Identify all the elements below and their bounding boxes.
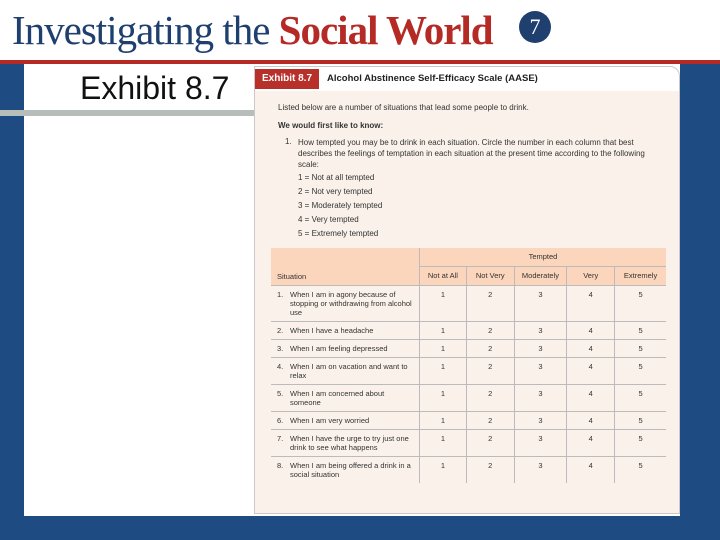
- situation-text: When I am feeling depressed: [290, 344, 388, 353]
- rating-option[interactable]: 5: [615, 286, 666, 322]
- column-header: Not Very: [466, 266, 514, 286]
- tempted-header: Tempted: [419, 248, 666, 266]
- situation-number: 5.: [277, 389, 284, 398]
- question-text: How tempted you may be to drink in each situation. Circle the number in each column that best describes the feelings of temptation in each situation at the present time according to the following scale:: [298, 138, 645, 169]
- rating-option[interactable]: 5: [615, 412, 666, 430]
- scale-item: 1 = Not at all tempted: [298, 173, 375, 182]
- situation-text: When I am being offered a drink in a social situation: [290, 461, 411, 479]
- rating-option[interactable]: 5: [615, 385, 666, 412]
- situation-text: When I have a headache: [290, 326, 374, 335]
- question-number: 1.: [285, 137, 292, 146]
- column-header: Extremely: [615, 266, 666, 286]
- table-row: [271, 457, 666, 484]
- rating-option[interactable]: 4: [567, 412, 615, 430]
- intro-text: Listed below are a number of situations that lead some people to drink.: [278, 103, 529, 112]
- rating-option[interactable]: 1: [419, 322, 466, 340]
- table-row: [271, 430, 666, 457]
- rating-option[interactable]: 2: [466, 340, 514, 358]
- rating-option[interactable]: 4: [567, 358, 615, 385]
- table-row: [271, 412, 666, 430]
- rating-option[interactable]: 1: [419, 457, 466, 484]
- situation-number: 3.: [277, 344, 284, 353]
- table-group-header-row: [271, 248, 666, 266]
- situation-cell: [271, 457, 419, 484]
- situation-cell: [271, 358, 419, 385]
- rating-option[interactable]: 1: [419, 358, 466, 385]
- scale-item: 2 = Not very tempted: [298, 187, 373, 196]
- chapter-badge: 7: [519, 11, 551, 43]
- situation-cell: [271, 286, 419, 322]
- table-row: [271, 322, 666, 340]
- exhibit-card: [254, 66, 680, 514]
- table-row: [271, 385, 666, 412]
- right-band: [680, 64, 720, 540]
- situation-text: When I am very worried: [290, 416, 370, 425]
- scale-item: 5 = Extremely tempted: [298, 229, 379, 238]
- table-column-header-row: [271, 266, 666, 286]
- situation-text: When I have the urge to try just one drink to see what happens: [290, 434, 409, 452]
- scale-item: 4 = Very tempted: [298, 215, 359, 224]
- rating-option[interactable]: 2: [466, 358, 514, 385]
- rating-option[interactable]: 1: [419, 412, 466, 430]
- rating-option[interactable]: 3: [514, 412, 567, 430]
- rating-option[interactable]: 3: [514, 430, 567, 457]
- exhibit-title: Alcohol Abstinence Self-Efficacy Scale (AASE): [327, 73, 538, 84]
- rating-option[interactable]: 3: [514, 358, 567, 385]
- rating-option[interactable]: 1: [419, 340, 466, 358]
- rating-option[interactable]: 2: [466, 457, 514, 484]
- rating-option[interactable]: 5: [615, 430, 666, 457]
- rating-option[interactable]: 5: [615, 340, 666, 358]
- situation-cell: [271, 322, 419, 340]
- grey-rule: [0, 110, 260, 116]
- rating-option[interactable]: 5: [615, 322, 666, 340]
- situation-cell: [271, 412, 419, 430]
- book-title-part1: Investigating the: [12, 7, 270, 53]
- scale-item: 3 = Moderately tempted: [298, 201, 383, 210]
- situation-cell: [271, 340, 419, 358]
- header-rule: [0, 60, 720, 64]
- rating-option[interactable]: 4: [567, 430, 615, 457]
- rating-option[interactable]: 1: [419, 430, 466, 457]
- situation-text: When I am concerned about someone: [290, 389, 385, 407]
- rating-option[interactable]: 5: [615, 457, 666, 484]
- situation-header: Situation: [271, 266, 419, 286]
- column-header: Moderately: [514, 266, 567, 286]
- column-header: Not at All: [419, 266, 466, 286]
- book-title-part2: Social World: [278, 7, 493, 53]
- rating-option[interactable]: 2: [466, 430, 514, 457]
- rating-option[interactable]: 2: [466, 385, 514, 412]
- situation-cell: [271, 430, 419, 457]
- rating-option[interactable]: 4: [567, 457, 615, 484]
- exhibit-body: [255, 91, 680, 514]
- rating-option[interactable]: 2: [466, 286, 514, 322]
- slide-exhibit-label: Exhibit 8.7: [80, 70, 230, 106]
- rating-option[interactable]: 1: [419, 385, 466, 412]
- situation-number: 8.: [277, 461, 284, 470]
- exhibit-card-header: [255, 67, 680, 91]
- situation-cell: [271, 385, 419, 412]
- rating-option[interactable]: 3: [514, 385, 567, 412]
- rating-option[interactable]: 1: [419, 286, 466, 322]
- situations-table: [271, 248, 666, 483]
- rating-option[interactable]: 4: [567, 385, 615, 412]
- rating-option[interactable]: 4: [567, 286, 615, 322]
- table-row: [271, 358, 666, 385]
- book-title: [12, 4, 493, 56]
- rating-option[interactable]: 3: [514, 340, 567, 358]
- table-row: [271, 286, 666, 322]
- rating-option[interactable]: 4: [567, 340, 615, 358]
- situation-number: 6.: [277, 416, 284, 425]
- rating-option[interactable]: 3: [514, 322, 567, 340]
- rating-option[interactable]: 2: [466, 412, 514, 430]
- table-row: [271, 340, 666, 358]
- exhibit-tag: Exhibit 8.7: [255, 69, 319, 89]
- situation-number: 1.: [277, 290, 284, 299]
- bottom-band: [0, 516, 720, 540]
- rating-option[interactable]: 2: [466, 322, 514, 340]
- rating-option[interactable]: 5: [615, 358, 666, 385]
- situation-number: 4.: [277, 362, 284, 371]
- rating-option[interactable]: 3: [514, 457, 567, 484]
- rating-option[interactable]: 3: [514, 286, 567, 322]
- left-band: [0, 64, 24, 540]
- situation-text: When I am on vacation and want to relax: [290, 362, 408, 380]
- situation-number: 7.: [277, 434, 284, 443]
- column-header: Very: [567, 266, 615, 286]
- situation-number: 2.: [277, 326, 284, 335]
- situation-text: When I am in agony because of stopping or withdrawing from alcohol use: [290, 290, 412, 317]
- rating-option[interactable]: 4: [567, 322, 615, 340]
- lead-text: We would first like to know:: [278, 121, 384, 130]
